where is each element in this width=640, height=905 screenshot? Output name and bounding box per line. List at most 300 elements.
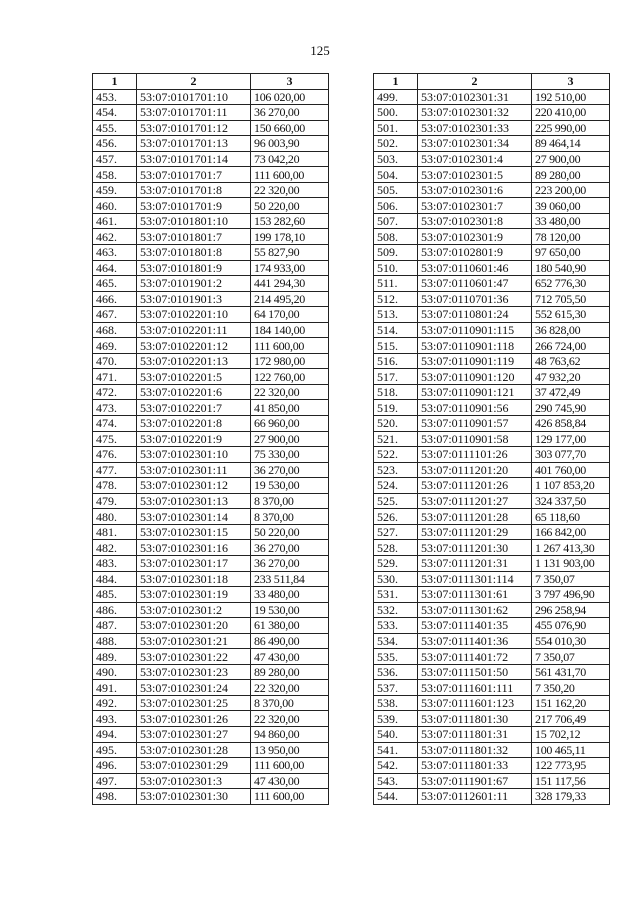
table-row <box>374 773 610 789</box>
table-row <box>374 307 610 323</box>
table-row <box>374 338 610 354</box>
cadastral-number: 53:07:0102301:15 <box>137 524 251 540</box>
cadastral-number: 53:07:0102301:24 <box>137 680 251 696</box>
row-number: 502. <box>374 136 418 152</box>
cadastral-number: 53:07:0102301:19 <box>137 587 251 603</box>
table-row <box>93 555 329 571</box>
cadastral-number: 53:07:0101701:14 <box>137 151 251 167</box>
cadastral-number: 53:07:0102301:10 <box>137 447 251 463</box>
table-row <box>93 711 329 727</box>
row-number: 494. <box>93 726 137 742</box>
value: 174 933,00 <box>251 260 329 276</box>
table-row <box>93 353 329 369</box>
value: 47 932,20 <box>532 369 610 385</box>
table-row <box>93 151 329 167</box>
value: 106 020,00 <box>251 89 329 105</box>
value: 122 773,95 <box>532 758 610 774</box>
cadastral-number: 53:07:0111801:33 <box>418 758 532 774</box>
row-number: 522. <box>374 447 418 463</box>
value: 36 828,00 <box>532 322 610 338</box>
value: 22 320,00 <box>251 384 329 400</box>
row-number: 486. <box>93 602 137 618</box>
table-row <box>93 726 329 742</box>
value: 1 267 413,30 <box>532 540 610 556</box>
row-number: 499. <box>374 89 418 105</box>
table-row <box>374 555 610 571</box>
cadastral-number: 53:07:0101801:10 <box>137 213 251 229</box>
row-number: 480. <box>93 509 137 525</box>
cadastral-number: 53:07:0111201:31 <box>418 555 532 571</box>
cadastral-number: 53:07:0110601:46 <box>418 260 532 276</box>
cadastral-number: 53:07:0102301:29 <box>137 758 251 774</box>
row-number: 456. <box>93 136 137 152</box>
value: 19 530,00 <box>251 602 329 618</box>
cadastral-number: 53:07:0101901:2 <box>137 276 251 292</box>
table-row <box>93 369 329 385</box>
value: 199 178,10 <box>251 229 329 245</box>
row-number: 512. <box>374 291 418 307</box>
value: 111 600,00 <box>251 338 329 354</box>
value: 22 320,00 <box>251 680 329 696</box>
table-row <box>93 431 329 447</box>
table-row <box>93 276 329 292</box>
value: 172 980,00 <box>251 353 329 369</box>
cadastral-number: 53:07:0102201:7 <box>137 400 251 416</box>
cadastral-number: 53:07:0110801:24 <box>418 307 532 323</box>
value: 64 170,00 <box>251 307 329 323</box>
value: 8 370,00 <box>251 509 329 525</box>
table-row <box>93 773 329 789</box>
table-row <box>374 167 610 183</box>
table-row <box>374 369 610 385</box>
cadastral-number: 53:07:0102301:32 <box>418 105 532 121</box>
row-number: 455. <box>93 120 137 136</box>
row-number: 479. <box>93 493 137 509</box>
table-body-right <box>374 89 610 804</box>
table-row <box>374 462 610 478</box>
value: 111 600,00 <box>251 758 329 774</box>
cadastral-number: 53:07:0110601:47 <box>418 276 532 292</box>
value: 426 858,84 <box>532 416 610 432</box>
row-number: 508. <box>374 229 418 245</box>
row-number: 475. <box>93 431 137 447</box>
value: 100 465,11 <box>532 742 610 758</box>
row-number: 542. <box>374 758 418 774</box>
value: 122 760,00 <box>251 369 329 385</box>
row-number: 517. <box>374 369 418 385</box>
cadastral-number: 53:07:0111401:72 <box>418 649 532 665</box>
value: 89 464,14 <box>532 136 610 152</box>
table-row <box>374 649 610 665</box>
table-row <box>93 291 329 307</box>
cadastral-number: 53:07:0102201:8 <box>137 416 251 432</box>
row-number: 511. <box>374 276 418 292</box>
header-col-3: 3 <box>251 74 329 90</box>
value: 151 162,20 <box>532 695 610 711</box>
cadastral-number: 53:07:0101701:13 <box>137 136 251 152</box>
cadastral-number: 53:07:0102301:27 <box>137 726 251 742</box>
cadastral-number: 53:07:0102301:33 <box>418 120 532 136</box>
cadastral-number: 53:07:0102301:17 <box>137 555 251 571</box>
cadastral-number: 53:07:0102301:18 <box>137 571 251 587</box>
value: 33 480,00 <box>251 587 329 603</box>
value: 75 330,00 <box>251 447 329 463</box>
table-row <box>93 260 329 276</box>
cadastral-number: 53:07:0102301:6 <box>418 182 532 198</box>
cadastral-number: 53:07:0111201:27 <box>418 493 532 509</box>
table-row <box>374 245 610 261</box>
cadastral-number: 53:07:0101701:10 <box>137 89 251 105</box>
table-row <box>93 307 329 323</box>
row-number: 543. <box>374 773 418 789</box>
row-number: 528. <box>374 540 418 556</box>
value: 441 294,30 <box>251 276 329 292</box>
cadastral-number: 53:07:0101701:9 <box>137 198 251 214</box>
table-row <box>93 89 329 105</box>
cadastral-number: 53:07:0102301:25 <box>137 695 251 711</box>
cadastral-number: 53:07:0112601:11 <box>418 789 532 805</box>
row-number: 473. <box>93 400 137 416</box>
row-number: 497. <box>93 773 137 789</box>
table-row <box>93 618 329 634</box>
cadastral-number: 53:07:0102201:6 <box>137 384 251 400</box>
row-number: 520. <box>374 416 418 432</box>
row-number: 481. <box>93 524 137 540</box>
table-row <box>374 291 610 307</box>
cadastral-number: 53:07:0101701:12 <box>137 120 251 136</box>
value: 3 797 496,90 <box>532 587 610 603</box>
row-number: 457. <box>93 151 137 167</box>
value: 166 842,00 <box>532 524 610 540</box>
row-number: 524. <box>374 478 418 494</box>
value: 192 510,00 <box>532 89 610 105</box>
table-row <box>374 571 610 587</box>
cadastral-number: 53:07:0101901:3 <box>137 291 251 307</box>
row-number: 490. <box>93 664 137 680</box>
value: 50 220,00 <box>251 198 329 214</box>
value: 151 117,56 <box>532 773 610 789</box>
cadastral-number: 53:07:0101801:7 <box>137 229 251 245</box>
row-number: 506. <box>374 198 418 214</box>
row-number: 518. <box>374 384 418 400</box>
table-row <box>93 540 329 556</box>
table-row <box>93 602 329 618</box>
row-number: 485. <box>93 587 137 603</box>
value: 184 140,00 <box>251 322 329 338</box>
table-row <box>374 151 610 167</box>
table-row <box>93 182 329 198</box>
value: 303 077,70 <box>532 447 610 463</box>
table-row <box>374 633 610 649</box>
row-number: 541. <box>374 742 418 758</box>
row-number: 509. <box>374 245 418 261</box>
cadastral-number: 53:07:0110901:121 <box>418 384 532 400</box>
header-col-3: 3 <box>532 74 610 90</box>
value: 180 540,90 <box>532 260 610 276</box>
cadastral-number: 53:07:0110901:57 <box>418 416 532 432</box>
cadastral-number: 53:07:0102301:13 <box>137 493 251 509</box>
cadastral-number: 53:07:0102301:5 <box>418 167 532 183</box>
value: 78 120,00 <box>532 229 610 245</box>
table-row <box>374 587 610 603</box>
cadastral-number: 53:07:0111901:67 <box>418 773 532 789</box>
table-row <box>93 338 329 354</box>
row-number: 484. <box>93 571 137 587</box>
cadastral-number: 53:07:0101701:8 <box>137 182 251 198</box>
cadastral-number: 53:07:0102301:20 <box>137 618 251 634</box>
page-number: 125 <box>310 43 330 58</box>
value: 73 042,20 <box>251 151 329 167</box>
cadastral-number: 53:07:0111201:20 <box>418 462 532 478</box>
row-number: 458. <box>93 167 137 183</box>
value: 48 763,62 <box>532 353 610 369</box>
value: 266 724,00 <box>532 338 610 354</box>
row-number: 516. <box>374 353 418 369</box>
cadastral-number: 53:07:0102301:2 <box>137 602 251 618</box>
cadastral-number: 53:07:0102301:22 <box>137 649 251 665</box>
header-col-2: 2 <box>418 74 532 90</box>
value: 19 530,00 <box>251 478 329 494</box>
value: 13 950,00 <box>251 742 329 758</box>
value: 22 320,00 <box>251 711 329 727</box>
value: 217 706,49 <box>532 711 610 727</box>
table-row <box>374 726 610 742</box>
row-number: 537. <box>374 680 418 696</box>
table-row <box>374 664 610 680</box>
row-number: 466. <box>93 291 137 307</box>
value: 65 118,60 <box>532 509 610 525</box>
value: 36 270,00 <box>251 555 329 571</box>
cadastral-number: 53:07:0111301:62 <box>418 602 532 618</box>
row-number: 453. <box>93 89 137 105</box>
cadastral-number: 53:07:0110901:119 <box>418 353 532 369</box>
table-row <box>93 384 329 400</box>
value: 111 600,00 <box>251 167 329 183</box>
table-row <box>374 276 610 292</box>
cadastral-number: 53:07:0102301:28 <box>137 742 251 758</box>
table-row <box>93 229 329 245</box>
table-row <box>93 633 329 649</box>
table-row <box>374 695 610 711</box>
table-row <box>93 789 329 805</box>
cadastral-number: 53:07:0102201:10 <box>137 307 251 323</box>
cadastral-number: 53:07:0111201:28 <box>418 509 532 525</box>
row-number: 483. <box>93 555 137 571</box>
row-number: 493. <box>93 711 137 727</box>
value: 7 350,07 <box>532 649 610 665</box>
value: 233 511,84 <box>251 571 329 587</box>
row-number: 464. <box>93 260 137 276</box>
row-number: 454. <box>93 105 137 121</box>
row-number: 503. <box>374 151 418 167</box>
cadastral-number: 53:07:0102301:31 <box>418 89 532 105</box>
cadastral-number: 53:07:0102301:8 <box>418 213 532 229</box>
table-row <box>93 758 329 774</box>
row-number: 467. <box>93 307 137 323</box>
value: 55 827,90 <box>251 245 329 261</box>
table-row <box>374 618 610 634</box>
cadastral-number: 53:07:0102301:12 <box>137 478 251 494</box>
row-number: 540. <box>374 726 418 742</box>
row-number: 468. <box>93 322 137 338</box>
table-row <box>93 695 329 711</box>
row-number: 539. <box>374 711 418 727</box>
value: 111 600,00 <box>251 789 329 805</box>
value: 66 960,00 <box>251 416 329 432</box>
value: 153 282,60 <box>251 213 329 229</box>
table-row <box>374 493 610 509</box>
value: 150 660,00 <box>251 120 329 136</box>
cadastral-number: 53:07:0102801:9 <box>418 245 532 261</box>
value: 554 010,30 <box>532 633 610 649</box>
cadastral-number: 53:07:0110901:118 <box>418 338 532 354</box>
value: 37 472,49 <box>532 384 610 400</box>
table-row <box>93 493 329 509</box>
cadastral-number: 53:07:0102301:7 <box>418 198 532 214</box>
value: 86 490,00 <box>251 633 329 649</box>
cadastral-number: 53:07:0101801:9 <box>137 260 251 276</box>
row-number: 538. <box>374 695 418 711</box>
cadastral-number: 53:07:0111201:29 <box>418 524 532 540</box>
cadastral-number: 53:07:0102301:16 <box>137 540 251 556</box>
cadastral-number: 53:07:0102301:21 <box>137 633 251 649</box>
row-number: 536. <box>374 664 418 680</box>
value: 94 860,00 <box>251 726 329 742</box>
table-row <box>93 680 329 696</box>
cadastral-number: 53:07:0111201:26 <box>418 478 532 494</box>
value: 89 280,00 <box>251 664 329 680</box>
row-number: 514. <box>374 322 418 338</box>
table-header-row <box>93 74 329 90</box>
row-number: 530. <box>374 571 418 587</box>
cadastral-number: 53:07:0102301:9 <box>418 229 532 245</box>
row-number: 523. <box>374 462 418 478</box>
cadastral-number: 53:07:0111801:30 <box>418 711 532 727</box>
value: 223 200,00 <box>532 182 610 198</box>
cadastral-number: 53:07:0102201:12 <box>137 338 251 354</box>
value: 97 650,00 <box>532 245 610 261</box>
row-number: 478. <box>93 478 137 494</box>
row-number: 532. <box>374 602 418 618</box>
table-row <box>374 680 610 696</box>
table-left <box>92 73 329 805</box>
table-row <box>93 649 329 665</box>
value: 7 350,07 <box>532 571 610 587</box>
cadastral-number: 53:07:0111401:35 <box>418 618 532 634</box>
table-row <box>93 478 329 494</box>
value: 401 760,00 <box>532 462 610 478</box>
table-row <box>374 105 610 121</box>
value: 328 179,33 <box>532 789 610 805</box>
cadastral-number: 53:07:0102301:30 <box>137 789 251 805</box>
row-number: 496. <box>93 758 137 774</box>
value: 214 495,20 <box>251 291 329 307</box>
table-row <box>93 400 329 416</box>
table-row <box>374 229 610 245</box>
row-number: 492. <box>93 695 137 711</box>
table-row <box>374 384 610 400</box>
row-number: 525. <box>374 493 418 509</box>
table-row <box>374 322 610 338</box>
value: 27 900,00 <box>532 151 610 167</box>
table-row <box>374 524 610 540</box>
table-row <box>374 182 610 198</box>
value: 7 350,20 <box>532 680 610 696</box>
value: 22 320,00 <box>251 182 329 198</box>
table-row <box>93 167 329 183</box>
cadastral-number: 53:07:0102201:9 <box>137 431 251 447</box>
table-row <box>374 742 610 758</box>
table-row <box>93 571 329 587</box>
cadastral-number: 53:07:0110901:58 <box>418 431 532 447</box>
row-number: 531. <box>374 587 418 603</box>
value: 47 430,00 <box>251 649 329 665</box>
cadastral-number: 53:07:0111601:111 <box>418 680 532 696</box>
value: 225 990,00 <box>532 120 610 136</box>
row-number: 515. <box>374 338 418 354</box>
row-number: 489. <box>93 649 137 665</box>
cadastral-number: 53:07:0102301:14 <box>137 509 251 525</box>
value: 36 270,00 <box>251 462 329 478</box>
table-row <box>374 789 610 805</box>
table-row <box>374 400 610 416</box>
table-row <box>374 447 610 463</box>
cadastral-number: 53:07:0102301:23 <box>137 664 251 680</box>
table-row <box>374 416 610 432</box>
header-col-1: 1 <box>93 74 137 90</box>
value: 129 177,00 <box>532 431 610 447</box>
table-row <box>93 509 329 525</box>
cadastral-number: 53:07:0111601:123 <box>418 695 532 711</box>
table-header-row <box>374 74 610 90</box>
table-row <box>374 120 610 136</box>
cadastral-number: 53:07:0101701:11 <box>137 105 251 121</box>
cadastral-number: 53:07:0102201:13 <box>137 353 251 369</box>
header-col-2: 2 <box>137 74 251 90</box>
row-number: 513. <box>374 307 418 323</box>
table-row <box>93 198 329 214</box>
value: 36 270,00 <box>251 540 329 556</box>
row-number: 500. <box>374 105 418 121</box>
cadastral-number: 53:07:0111101:26 <box>418 447 532 463</box>
cadastral-number: 53:07:0110901:120 <box>418 369 532 385</box>
row-number: 526. <box>374 509 418 525</box>
cadastral-number: 53:07:0102301:3 <box>137 773 251 789</box>
cadastral-number: 53:07:0110701:36 <box>418 291 532 307</box>
table-row <box>374 136 610 152</box>
cadastral-number: 53:07:0111301:114 <box>418 571 532 587</box>
value: 15 702,12 <box>532 726 610 742</box>
row-number: 474. <box>93 416 137 432</box>
value: 455 076,90 <box>532 618 610 634</box>
table-row <box>374 198 610 214</box>
row-number: 471. <box>93 369 137 385</box>
table-row <box>93 213 329 229</box>
cadastral-number: 53:07:0102301:26 <box>137 711 251 727</box>
value: 50 220,00 <box>251 524 329 540</box>
cadastral-number: 53:07:0111301:61 <box>418 587 532 603</box>
table-row <box>374 213 610 229</box>
cadastral-number: 53:07:0111801:31 <box>418 726 532 742</box>
row-number: 535. <box>374 649 418 665</box>
row-number: 477. <box>93 462 137 478</box>
row-number: 527. <box>374 524 418 540</box>
row-number: 533. <box>374 618 418 634</box>
row-number: 459. <box>93 182 137 198</box>
value: 290 745,90 <box>532 400 610 416</box>
row-number: 460. <box>93 198 137 214</box>
cadastral-number: 53:07:0101801:8 <box>137 245 251 261</box>
